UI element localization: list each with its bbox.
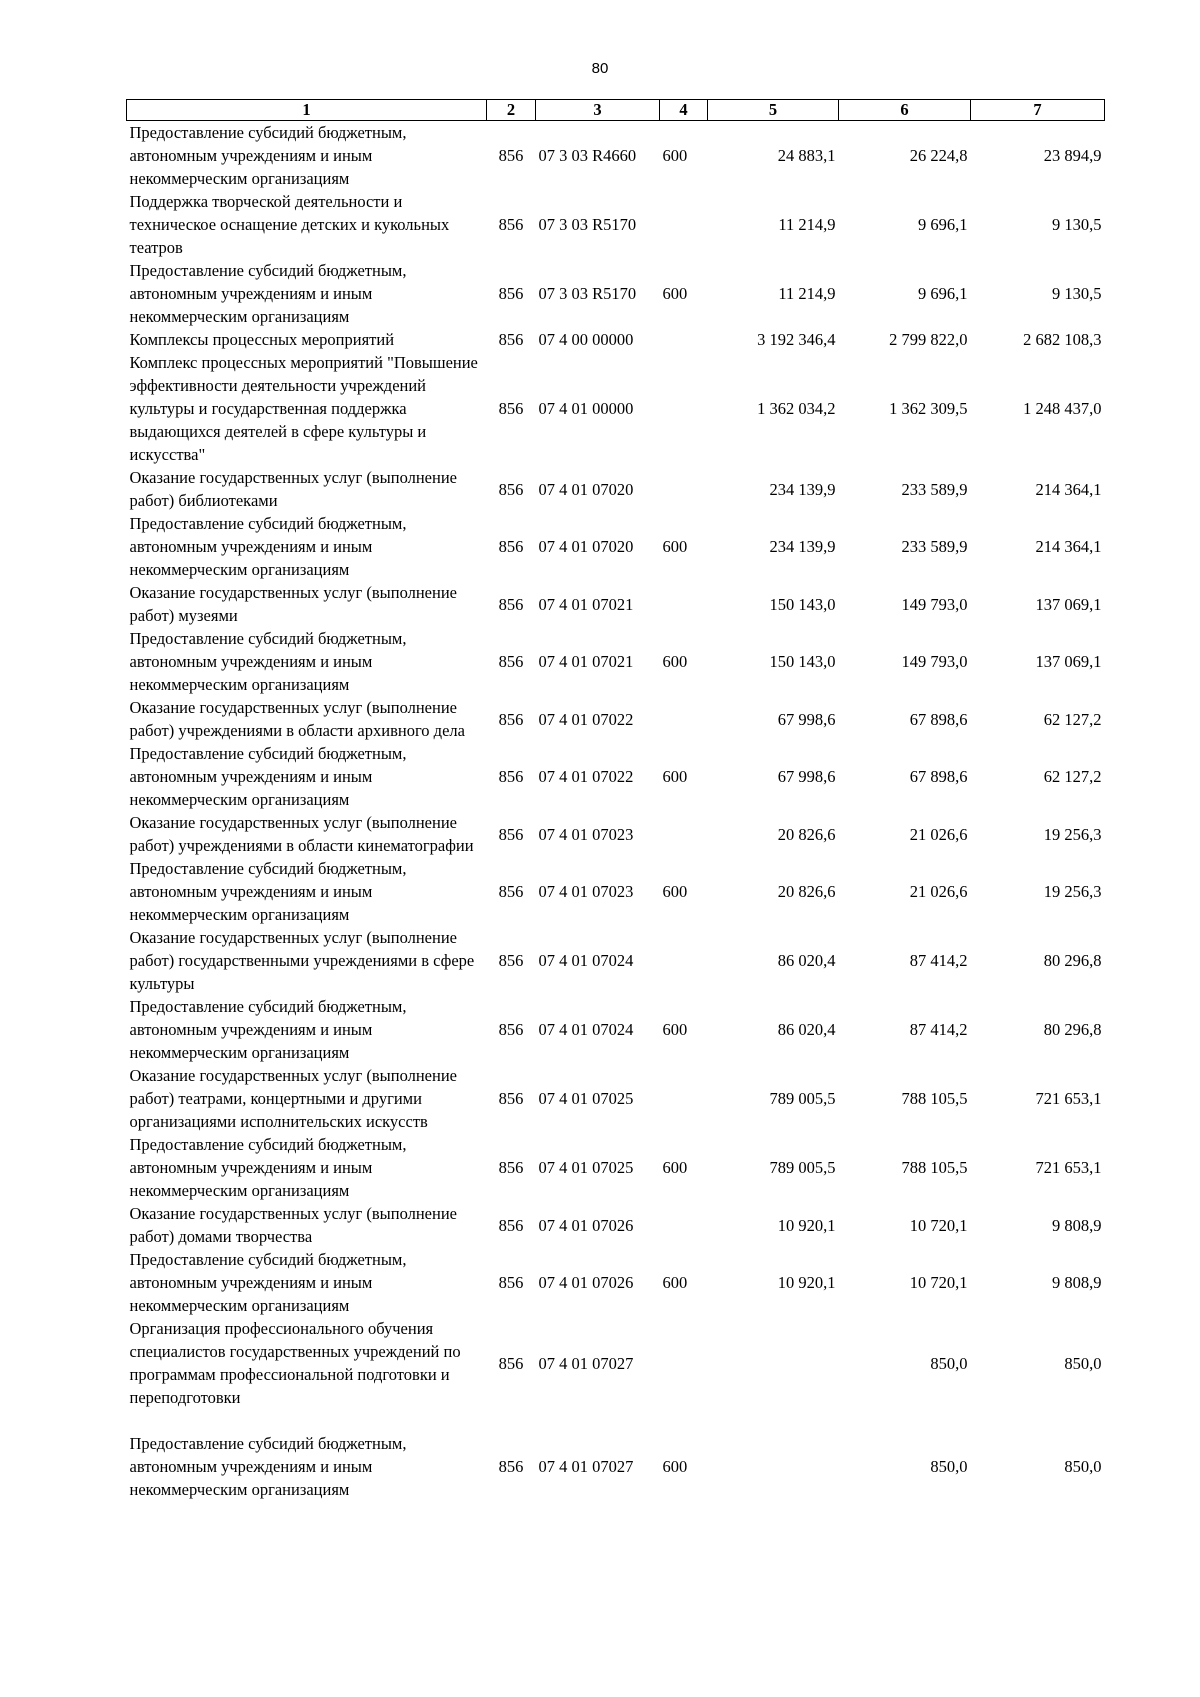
row-code-2: 856 [498,824,524,844]
row-code-4 [660,190,708,259]
table-row [127,742,1105,811]
table-row [127,121,1105,191]
header-col-2: 2 [487,100,536,121]
row-code-3: 07 4 01 07023 [538,882,634,901]
table-row [127,1409,1105,1501]
table-row [127,811,1105,857]
row-code-4: 600 [662,652,688,671]
row-value-6: 21 026,6 [909,824,968,844]
row-name: Оказание государственных услуг (выполнение работ) домами творчества [129,1204,457,1246]
table-row [127,259,1105,328]
row-code-4 [660,1064,708,1133]
table-row [127,328,1105,351]
row-value-7: 721 653,1 [1035,1158,1102,1177]
row-value-5: 67 998,6 [777,767,836,786]
row-name: Предоставление субсидий бюджетным, автономным учреждениям и иным некоммерческим организациям [129,859,407,924]
row-code-3: 07 3 03 R5170 [538,215,637,234]
row-value-6: 26 224,8 [909,146,968,165]
row-value-7: 19 256,3 [1043,824,1102,844]
table-row [127,995,1105,1064]
header-col-3: 3 [536,100,660,121]
row-value-5: 11 214,9 [778,215,836,234]
row-code-2: 856 [498,594,524,614]
row-value-7: 9 808,9 [1052,1215,1102,1235]
row-code-3: 07 4 01 07021 [538,652,634,671]
row-name: Оказание государственных услуг (выполнение работ) государственными учреждениями в сфере культуры [129,928,475,993]
row-value-5: 234 139,9 [769,537,836,556]
row-code-3: 07 4 01 07025 [538,1158,634,1177]
row-code-3: 07 4 01 07026 [538,1215,634,1235]
table-row [127,1317,1105,1409]
row-code-2: 856 [498,1020,524,1039]
row-code-3: 07 4 01 07023 [538,824,634,844]
row-value-6: 233 589,9 [901,537,968,556]
row-code-2: 856 [498,1353,524,1373]
row-value-7: 137 069,1 [1035,652,1102,671]
row-code-2: 856 [498,652,524,671]
row-name: Предоставление субсидий бюджетным, автономным учреждениям и иным некоммерческим организациям [129,123,407,188]
row-value-5: 67 998,6 [777,709,836,729]
row-code-4: 600 [662,284,688,303]
row-value-7: 1 248 437,0 [1023,399,1102,418]
row-value-5: 234 139,9 [769,479,836,499]
row-value-7: 850,0 [1064,1457,1102,1476]
row-value-7: 137 069,1 [1035,594,1102,614]
row-code-2: 856 [498,951,524,970]
row-code-3: 07 4 01 07027 [538,1353,634,1373]
row-value-7: 9 808,9 [1052,1273,1102,1292]
row-code-3: 07 4 01 07025 [538,1089,634,1108]
row-value-6: 788 105,5 [901,1158,968,1177]
row-code-3: 07 4 01 07020 [538,479,634,499]
row-name: Предоставление субсидий бюджетным, автономным учреждениям и иным некоммерческим организациям [129,629,407,694]
row-value-6: 67 898,6 [909,767,968,786]
row-value-7: 80 296,8 [1043,951,1102,970]
row-code-3: 07 4 01 07024 [538,951,634,970]
row-value-5: 86 020,4 [777,951,836,970]
row-value-6: 850,0 [930,1457,968,1476]
row-code-3: 07 3 03 R4660 [538,146,637,165]
row-value-5: 789 005,5 [769,1089,836,1108]
row-code-4 [660,1317,708,1409]
row-name: Поддержка творческой деятельности и техническое оснащение детских и кукольных театров [129,192,450,257]
row-code-3: 07 4 01 00000 [538,399,634,418]
row-value-6: 87 414,2 [909,1020,968,1039]
row-value-7: 19 256,3 [1043,882,1102,901]
table-row [127,1248,1105,1317]
row-code-4: 600 [662,767,688,786]
row-code-2: 856 [498,1215,524,1235]
row-code-4: 600 [662,1457,688,1476]
header-col-6: 6 [839,100,971,121]
budget-table [126,99,1105,1501]
row-value-7: 62 127,2 [1043,709,1102,729]
row-name: Организация профессионального обучения специалистов государственных учреждений по программам профессиональной подготовки и переподготовки [129,1319,461,1407]
row-code-2: 856 [498,479,524,499]
row-code-4: 600 [662,1158,688,1177]
row-name: Оказание государственных услуг (выполнение работ) библиотеками [129,468,457,510]
row-code-3: 07 4 01 07027 [538,1457,634,1476]
row-code-3: 07 4 01 07026 [538,1273,634,1292]
row-value-7: 850,0 [1064,1353,1102,1373]
header-col-4: 4 [660,100,708,121]
row-value-6: 2 799 822,0 [889,330,968,349]
row-code-2: 856 [498,1457,524,1476]
row-code-4: 600 [662,1020,688,1039]
row-value-7: 214 364,1 [1035,479,1102,499]
row-code-2: 856 [498,215,524,234]
row-value-6: 9 696,1 [918,215,968,234]
header-col-5: 5 [708,100,839,121]
row-value-7: 23 894,9 [1043,146,1102,165]
row-value-5: 20 826,6 [777,824,836,844]
table-row [127,512,1105,581]
row-value-6: 10 720,1 [909,1273,968,1292]
row-code-3: 07 4 01 07020 [538,537,634,556]
table-header-row [127,100,1105,121]
row-code-4 [660,351,708,466]
row-name: Комплексы процессных мероприятий [129,330,395,349]
row-name: Предоставление субсидий бюджетным, автономным учреждениям и иным некоммерческим организациям [129,514,407,579]
row-value-5: 150 143,0 [769,652,836,671]
row-name: Оказание государственных услуг (выполнение работ) музеями [129,583,457,625]
row-code-2: 856 [498,1273,524,1292]
row-name: Оказание государственных услуг (выполнение работ) театрами, концертными и другими организациями исполнительских искусств [129,1066,457,1131]
row-code-2: 856 [498,882,524,901]
row-code-2: 856 [498,1158,524,1177]
row-code-3: 07 4 00 00000 [538,330,634,349]
row-code-2: 856 [498,399,524,418]
table-row [127,627,1105,696]
row-name: Предоставление субсидий бюджетным, автономным учреждениям и иным некоммерческим организациям [129,1250,407,1315]
row-value-5: 1 362 034,2 [757,399,836,418]
row-code-2: 856 [498,284,524,303]
row-value-5: 11 214,9 [778,284,836,303]
row-name: Предоставление субсидий бюджетным, автономным учреждениям и иным некоммерческим организациям [129,1434,407,1499]
row-code-3: 07 3 03 R5170 [538,284,637,303]
row-value-5: 150 143,0 [769,594,836,614]
row-code-3: 07 4 01 07024 [538,1020,634,1039]
row-value-5: 20 826,6 [777,882,836,901]
table-row [127,1133,1105,1202]
header-col-7: 7 [971,100,1105,121]
row-code-4 [660,696,708,742]
row-code-4: 600 [662,537,688,556]
table-row [127,351,1105,466]
row-code-2: 856 [498,146,524,165]
row-code-3: 07 4 01 07022 [538,767,634,786]
row-code-4 [660,581,708,627]
row-value-5: 86 020,4 [777,1020,836,1039]
row-code-2: 856 [498,537,524,556]
table-row [127,1202,1105,1248]
header-col-1: 1 [127,100,487,121]
row-code-4 [660,1202,708,1248]
row-value-7: 214 364,1 [1035,537,1102,556]
row-value-7: 9 130,5 [1052,284,1102,303]
row-value-5: 3 192 346,4 [757,330,836,349]
row-code-2: 856 [498,330,524,349]
row-code-4 [660,811,708,857]
row-name: Предоставление субсидий бюджетным, автономным учреждениям и иным некоммерческим организациям [129,261,407,326]
row-value-7: 9 130,5 [1052,215,1102,234]
row-name: Оказание государственных услуг (выполнение работ) учреждениями в области кинематографии [129,813,474,855]
table-row [127,190,1105,259]
row-code-4: 600 [662,882,688,901]
row-value-6: 1 362 309,5 [889,399,968,418]
row-name: Предоставление субсидий бюджетным, автономным учреждениям и иным некоммерческим организациям [129,744,407,809]
row-value-7: 62 127,2 [1043,767,1102,786]
row-value-7: 721 653,1 [1035,1089,1102,1108]
row-code-3: 07 4 01 07022 [538,709,634,729]
row-value-6: 67 898,6 [909,709,968,729]
row-value-6: 10 720,1 [909,1215,968,1235]
table-row [127,696,1105,742]
row-value-6: 21 026,6 [909,882,968,901]
row-value-5 [708,1409,839,1501]
table-row [127,581,1105,627]
row-code-4 [660,926,708,995]
row-name: Оказание государственных услуг (выполнение работ) учреждениями в области архивного дела [129,698,465,740]
row-value-6: 149 793,0 [901,594,968,614]
row-name: Предоставление субсидий бюджетным, автономным учреждениям и иным некоммерческим организациям [129,1135,407,1200]
row-value-5: 10 920,1 [777,1273,836,1292]
row-value-7: 80 296,8 [1043,1020,1102,1039]
row-value-6: 149 793,0 [901,652,968,671]
row-value-5: 24 883,1 [777,146,836,165]
row-code-4: 600 [662,1273,688,1292]
row-value-5: 789 005,5 [769,1158,836,1177]
row-value-6: 788 105,5 [901,1089,968,1108]
row-code-2: 856 [498,1089,524,1108]
row-code-3: 07 4 01 07021 [538,594,634,614]
row-value-5 [708,1317,839,1409]
row-code-2: 856 [498,767,524,786]
row-code-2: 856 [498,709,524,729]
row-value-7: 2 682 108,3 [1023,330,1102,349]
row-code-4 [660,328,708,351]
table-row [127,857,1105,926]
page-number: 80 [591,60,609,77]
row-value-6: 87 414,2 [909,951,968,970]
table-row [127,926,1105,995]
row-name: Предоставление субсидий бюджетным, автономным учреждениям и иным некоммерческим организациям [129,997,407,1062]
row-value-6: 233 589,9 [901,479,968,499]
row-value-6: 9 696,1 [918,284,968,303]
table-row [127,466,1105,512]
row-value-5: 10 920,1 [777,1215,836,1235]
table-row [127,1064,1105,1133]
row-code-4: 600 [662,146,688,165]
row-name: Комплекс процессных мероприятий "Повышение эффективности деятельности учреждений культуры и государственная поддержка выдающихся деятелей в сфере культуры и искусства" [129,353,478,464]
row-code-4 [660,466,708,512]
row-value-6: 850,0 [930,1353,968,1373]
